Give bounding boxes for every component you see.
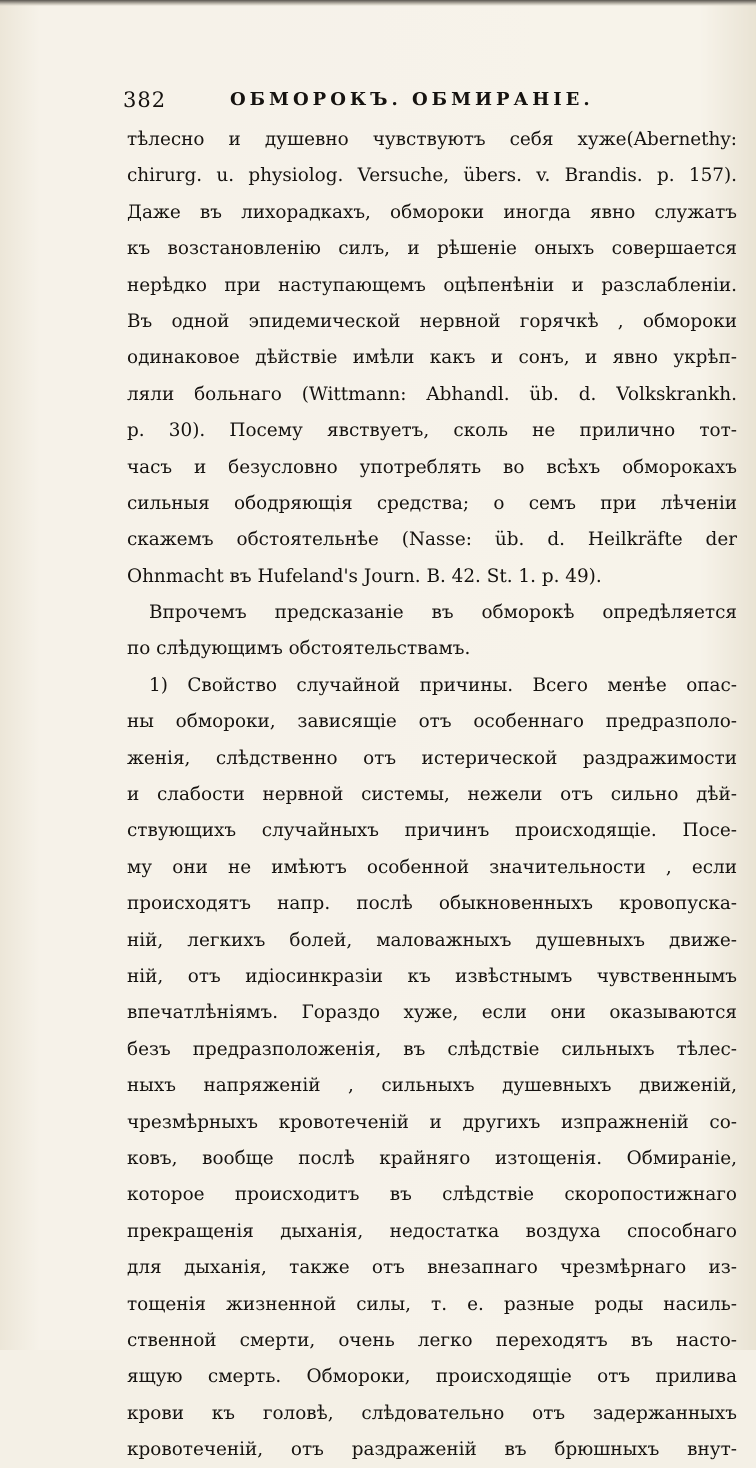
- text-line: Даже въ лихорадкахъ, обмороки иногда явно служатъ: [127, 201, 737, 223]
- text-line: ствующихъ случайныхъ причинъ происходящіе. Посе-: [127, 820, 737, 842]
- running-title: ОБМОРОКЪ. ОБМИРАНІЕ.: [230, 89, 594, 110]
- text-line: Ohnmacht въ Hufeland's Journ. B. 42. St. 1. p. 49).: [127, 565, 602, 587]
- text-line: тѣлесно и душевно чувствуютъ себя хуже(Abernethy:: [127, 129, 737, 150]
- text-line: му они не имѣютъ особенной значительности , если: [127, 856, 737, 878]
- text-line: ковъ, вообще послѣ крайняго изтощенія. Обмираніе,: [127, 1147, 737, 1169]
- text-line: кровотеченій, отъ раздраженій въ брюшныхъ внут-: [127, 1439, 737, 1461]
- text-line: безъ предразположенія, въ слѣдствіе сильныхъ тѣлес-: [127, 1038, 737, 1060]
- text-line: прекращенія дыханія, недостатка воздуха способнаго: [127, 1220, 737, 1242]
- page-top-edge: [0, 0, 756, 6]
- text-line: происходятъ напр. послѣ обыкновенныхъ кровопуска-: [127, 893, 737, 915]
- text-line: сильныя ободряющія средства; о семъ при лѣченіи: [127, 492, 737, 514]
- text-line: ній, отъ идіосинкразіи къ извѣстнымъ чувственнымъ: [127, 965, 737, 987]
- text-line: чрезмѣрныхъ кровотеченій и другихъ изпражненій со-: [127, 1111, 737, 1133]
- page-header: [123, 88, 723, 118]
- text-line: Въ одной эпидемической нервной горячкѣ , обмороки: [127, 310, 737, 332]
- text-line: крови къ головѣ, слѣдовательно отъ задержанныхъ: [127, 1402, 737, 1424]
- text-line: впечатлѣніямъ. Гораздо хуже, если они оказываются: [127, 1002, 737, 1024]
- text-line: ны обмороки, зависящіе отъ особеннаго предразполо-: [127, 711, 737, 733]
- text-line: для дыханія, также отъ внезапнаго чрезмѣрнаго из-: [127, 1257, 737, 1279]
- text-line: 1) Свойство случайной причины. Всего менѣе опас-: [149, 674, 737, 696]
- text-line: ственной смерти, очень легко переходятъ въ насто-: [127, 1329, 737, 1351]
- body-text: [127, 122, 737, 1468]
- page-number: 382: [123, 88, 167, 112]
- text-line: къ возстановленію силъ, и рѣшеніе оныхъ совершается: [127, 238, 737, 260]
- text-line: по слѣдующимъ обстоятельствамъ.: [127, 638, 471, 660]
- text-line: ящую смерть. Обмороки, происходящіе отъ прилива: [127, 1366, 737, 1388]
- text-line: которое происходитъ въ слѣдствіе скоропостижнаго: [127, 1184, 737, 1206]
- text-line: скажемъ обстоятельнѣе (Nasse: üb. d. Heilkräfte der: [127, 529, 737, 551]
- text-line: одинаковое дѣйствіе имѣли какъ и сонъ, и явно укрѣп-: [127, 347, 737, 369]
- text-line: нерѣдко при наступающемъ оцѣпенѣніи и разслабленіи.: [127, 274, 737, 296]
- text-line: ляли больнаго (Wittmann: Abhandl. üb. d. Volkskrankh.: [127, 383, 737, 405]
- text-line: и слабости нервной системы, нежели отъ сильно дѣй-: [127, 784, 737, 806]
- text-line: часъ и безусловно употреблять во всѣхъ обморокахъ: [127, 456, 737, 478]
- text-line: ныхъ напряженій , сильныхъ душевныхъ движеній,: [127, 1075, 737, 1097]
- text-line: ній, легкихъ болей, маловажныхъ душевныхъ движе-: [127, 929, 737, 951]
- text-line: женія, слѣдственно отъ истерической раздражимости: [127, 747, 737, 769]
- text-line: тощенія жизненной силы, т. е. разные роды насиль-: [127, 1293, 737, 1315]
- text-line: p. 30). Посему явствуетъ, сколь не прилично тот-: [127, 420, 737, 442]
- text-line: Впрочемъ предсказаніе въ обморокѣ опредѣляется: [149, 602, 737, 624]
- text-line: chirurg. u. physiolog. Versuche, übers. v. Brandis. p. 157).: [127, 165, 737, 187]
